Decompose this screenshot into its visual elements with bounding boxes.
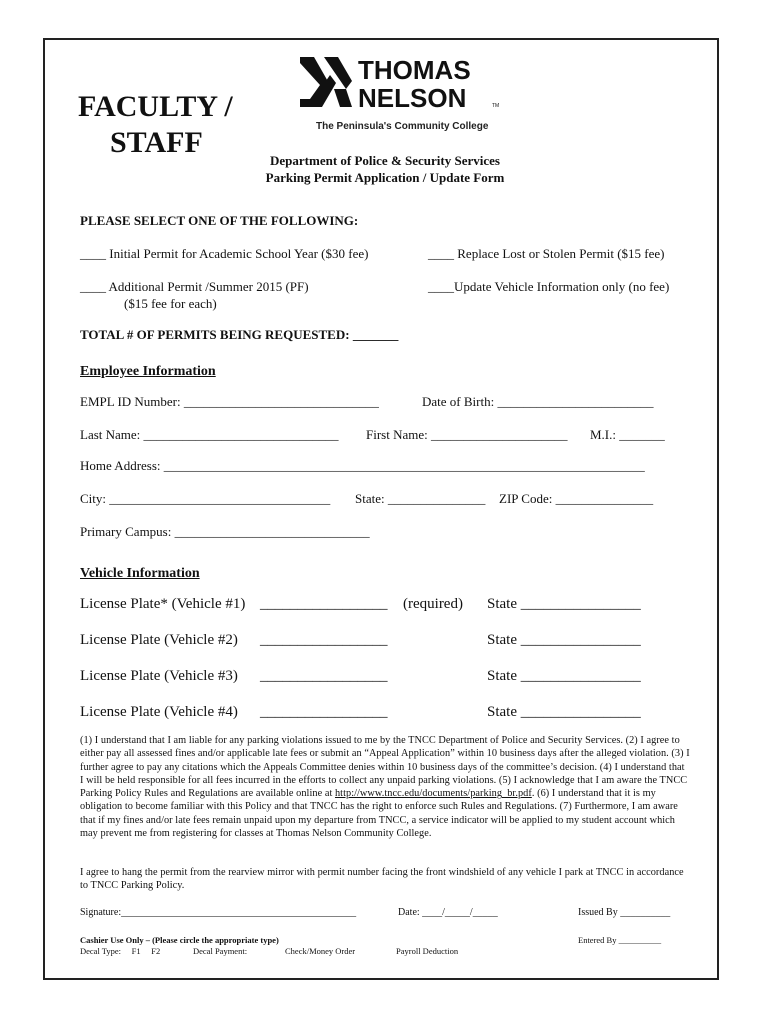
vehicle-1-plate-field[interactable]: _________________ [260, 596, 388, 612]
date-field[interactable]: Date: ____/_____/_____ [398, 907, 498, 918]
decal-type-options[interactable]: Decal Type: F1 F2 [80, 946, 161, 956]
vehicle-3-state-field[interactable]: State ________________ [487, 668, 641, 684]
form-title: Parking Permit Application / Update Form [265, 170, 505, 185]
parking-policy-link[interactable]: http://www.tncc.edu/documents/parking_br.pdf [334, 788, 532, 800]
vehicle-1-label: License Plate* (Vehicle #1) [80, 596, 246, 612]
middle-initial-field[interactable]: M.I.: _______ [590, 427, 665, 442]
vehicle-info-heading: Vehicle Information [80, 566, 200, 581]
department-name: Department of Police & Security Services [270, 153, 500, 168]
first-name-field[interactable]: First Name: _____________________ [366, 427, 568, 442]
decal-payment-label: Decal Payment: [193, 946, 248, 956]
logo-trademark: TM [492, 103, 500, 109]
signature-field[interactable]: Signature:_______________________________________________ [80, 907, 357, 918]
home-address-field[interactable]: Home Address: __________________________________________________________________________ [80, 458, 645, 473]
terms-text-part2: . (6) I understand that it is my obligation to become familiar with this Policy and that TNCC has the right to enforce such Rules and Regulations. (7) Furthermore, I am aware that if my fines and/or late fees remain unpaid upon my departure from TNCC, a service indicator will be applied to my student account which may prevent me from registering for classes at Thomas Nelson Community College. [80, 788, 678, 840]
option-initial-permit[interactable]: ____ Initial Permit for Academic School Year ($30 fee) [80, 246, 369, 261]
vehicle-2-label: License Plate (Vehicle #2) [80, 632, 238, 648]
entered-by-field[interactable]: Entered By __________ [578, 935, 662, 945]
vehicle-4-state-field[interactable]: State ________________ [487, 704, 641, 720]
option-replace-permit[interactable]: ____ Replace Lost or Stolen Permit ($15 fee) [428, 246, 665, 261]
vehicle-1-state-field[interactable]: State ________________ [487, 596, 641, 612]
employee-info-heading: Employee Information [80, 364, 216, 379]
check-money-order-option[interactable]: Check/Money Order [285, 946, 356, 956]
vehicle-3-plate-field[interactable]: _________________ [260, 668, 388, 684]
issued-by-field[interactable]: Issued By __________ [578, 907, 671, 918]
vehicle-2-plate-field[interactable]: _________________ [260, 632, 388, 648]
empl-id-field[interactable]: EMPL ID Number: ______________________________ [80, 394, 379, 409]
vehicle-1-required-note: (required) [403, 596, 463, 612]
payroll-deduction-option[interactable]: Payroll Deduction [396, 946, 459, 956]
primary-campus-field[interactable]: Primary Campus: ______________________________ [80, 524, 370, 539]
page-title-line2: STAFF [110, 126, 203, 159]
cashier-use-label: Cashier Use Only – (Please circle the appropriate type) [80, 935, 279, 945]
terms-paragraph [80, 734, 690, 840]
logo-tagline: The Peninsula's Community College [316, 121, 489, 132]
option-additional-fee: ($15 fee for each) [124, 296, 217, 311]
last-name-field[interactable]: Last Name: ______________________________ [80, 427, 339, 442]
logo-word-thomas: THOMAS [358, 55, 471, 85]
terms-text-part1: (1) I understand that I am liable for any parking violations issued to me by the TNCC Department of Police and Security Services. (2) I agree to either pay all assessed fines and/or applicable late fees or submit an “Appeal Application” within 10 business days after the alleged violation. (3) I further agree to pay any citations which the Appeals Committee denies within 10 business days of the committee’s decision. (4) I understand that I will be held responsible for all fees incurred in the efforts to collect any unpaid parking violations. (5) I acknowledge that I am aware the TNCC Parking Policy Rules and Regulations are available online at [80, 735, 690, 800]
zip-code-field[interactable]: ZIP Code: _______________ [499, 491, 654, 506]
logo-mark-icon [300, 57, 352, 107]
hang-permit-paragraph [80, 866, 690, 893]
page-title-line1: FACULTY / [78, 90, 233, 123]
hang-permit-text: I agree to hang the permit from the rearview mirror with permit number facing the front windshield of any vehicle I park at TNCC in accordance to TNCC Parking Policy. [80, 867, 684, 892]
date-of-birth-field[interactable]: Date of Birth: ________________________ [422, 394, 654, 409]
thomas-nelson-logo [300, 55, 510, 122]
total-permits-field[interactable]: TOTAL # OF PERMITS BEING REQUESTED: _______ [80, 327, 399, 342]
state-field[interactable]: State: _______________ [355, 491, 486, 506]
selection-heading: PLEASE SELECT ONE OF THE FOLLOWING: [80, 213, 359, 228]
vehicle-4-plate-field[interactable]: _________________ [260, 704, 388, 720]
option-additional-permit[interactable]: ____ Additional Permit /Summer 2015 (PF) [80, 279, 309, 294]
city-field[interactable]: City: __________________________________ [80, 491, 331, 506]
vehicle-3-label: License Plate (Vehicle #3) [80, 668, 238, 684]
logo-word-nelson: NELSON [358, 83, 467, 113]
vehicle-4-label: License Plate (Vehicle #4) [80, 704, 238, 720]
option-update-vehicle[interactable]: ____Update Vehicle Information only (no fee) [428, 279, 670, 294]
vehicle-2-state-field[interactable]: State ________________ [487, 632, 641, 648]
